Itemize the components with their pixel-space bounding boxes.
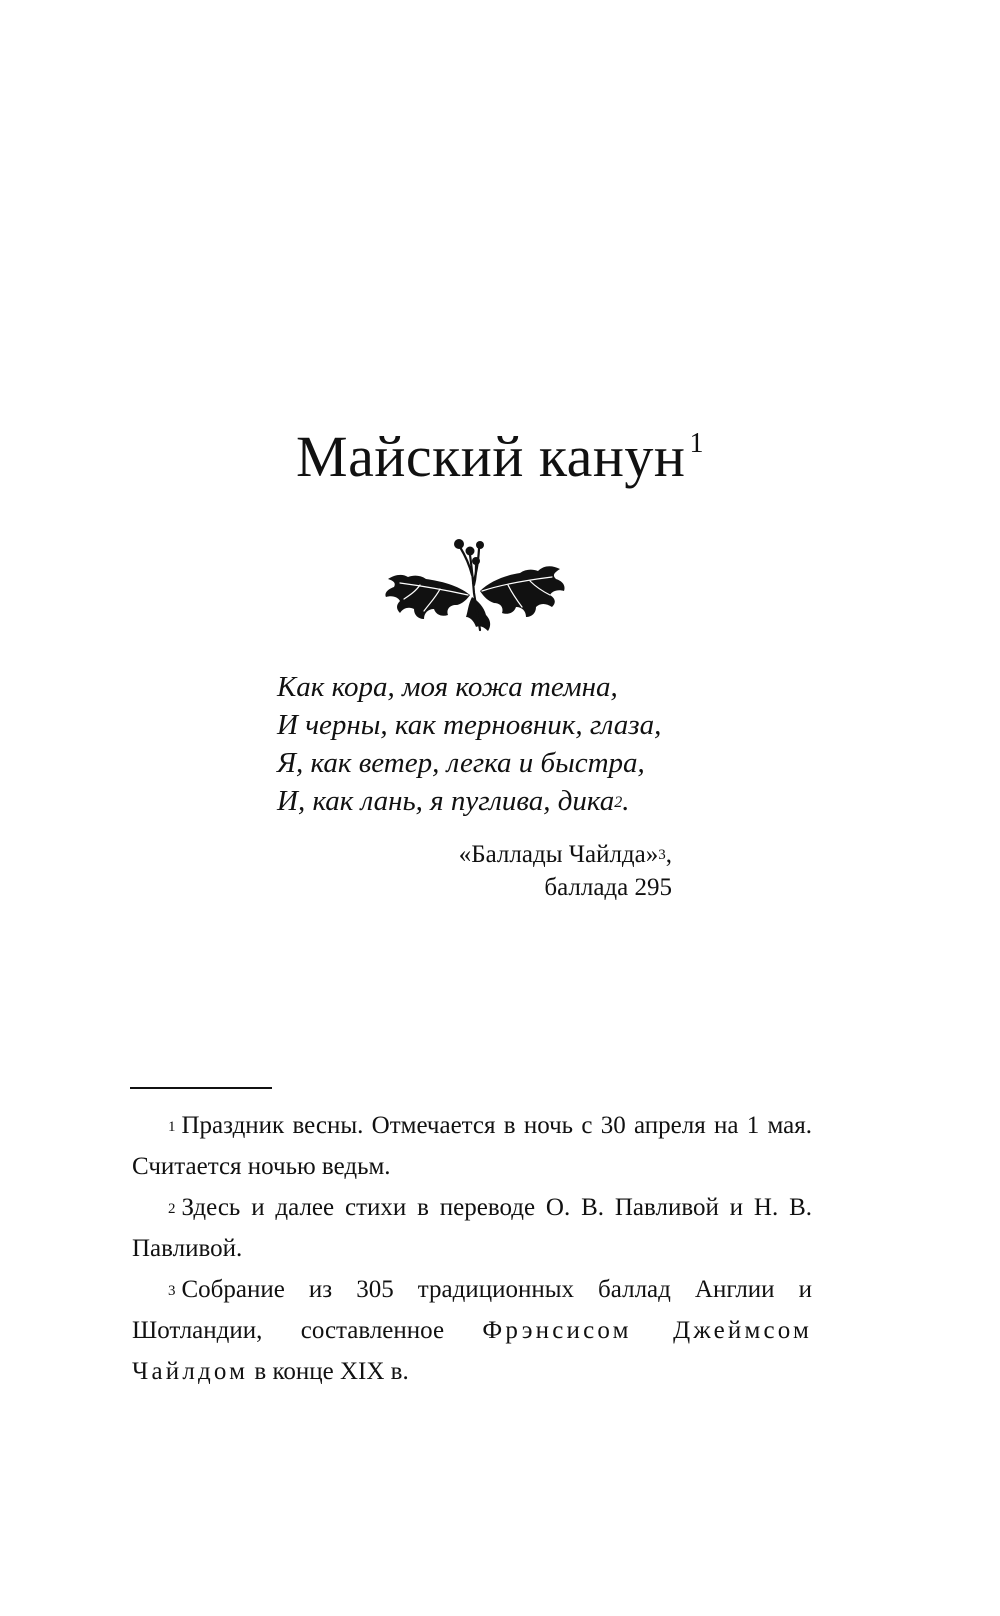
chapter-title	[0, 424, 1000, 489]
footnote-1	[132, 1105, 812, 1187]
verse-line-end: .	[622, 785, 630, 817]
verse-line-text: И, как лань, я пуглива, дика	[277, 785, 615, 817]
chapter-title-text: Майский канун	[296, 424, 686, 489]
footnote-text: Здесь и далее стихи в переводе О. В. Павливой и Н. В. Павливой.	[132, 1194, 812, 1262]
footnote-2	[132, 1187, 812, 1269]
footnote-ref-1[interactable]: 1	[689, 428, 704, 459]
attribution-comma: ,	[665, 841, 672, 868]
footnote-text: Собрание из 305 традиционных баллад Англии и Шотландии, составленное	[132, 1276, 812, 1344]
attribution-source-line	[459, 838, 672, 871]
oak-leaf-sprig-icon	[380, 535, 570, 635]
footnote-spaced-name: Фрэнсисом Джеймсом Чайлдом	[132, 1317, 813, 1385]
verse-line-last	[277, 782, 737, 820]
footnote-mark: 2	[168, 1201, 176, 1217]
epigraph	[277, 668, 737, 820]
footnote-3	[132, 1269, 812, 1392]
footnotes	[132, 1105, 812, 1392]
verse-line: И черны, как терновник, глаза,	[277, 709, 662, 741]
footnote-text: Праздник весны. Отмечается в ночь с 30 апреля на 1 мая. Считается ночью ведьм.	[132, 1112, 812, 1180]
verse-line: Я, как ветер, легка и быстра,	[277, 747, 645, 779]
footnote-mark: 1	[168, 1119, 176, 1135]
attribution-source: «Баллады Чайлда»	[458, 841, 659, 868]
verse-line: Как кора, моя кожа темна,	[277, 671, 618, 703]
footnote-mark: 3	[168, 1283, 176, 1299]
footnote-ref-3[interactable]: 3	[658, 847, 666, 863]
footnote-divider	[130, 1087, 272, 1089]
footnote-text-end: в конце XIX в.	[248, 1358, 409, 1385]
footnote-ref-2[interactable]: 2	[614, 794, 623, 811]
attribution-detail: баллада 295	[544, 874, 672, 901]
epigraph-attribution	[459, 838, 672, 904]
